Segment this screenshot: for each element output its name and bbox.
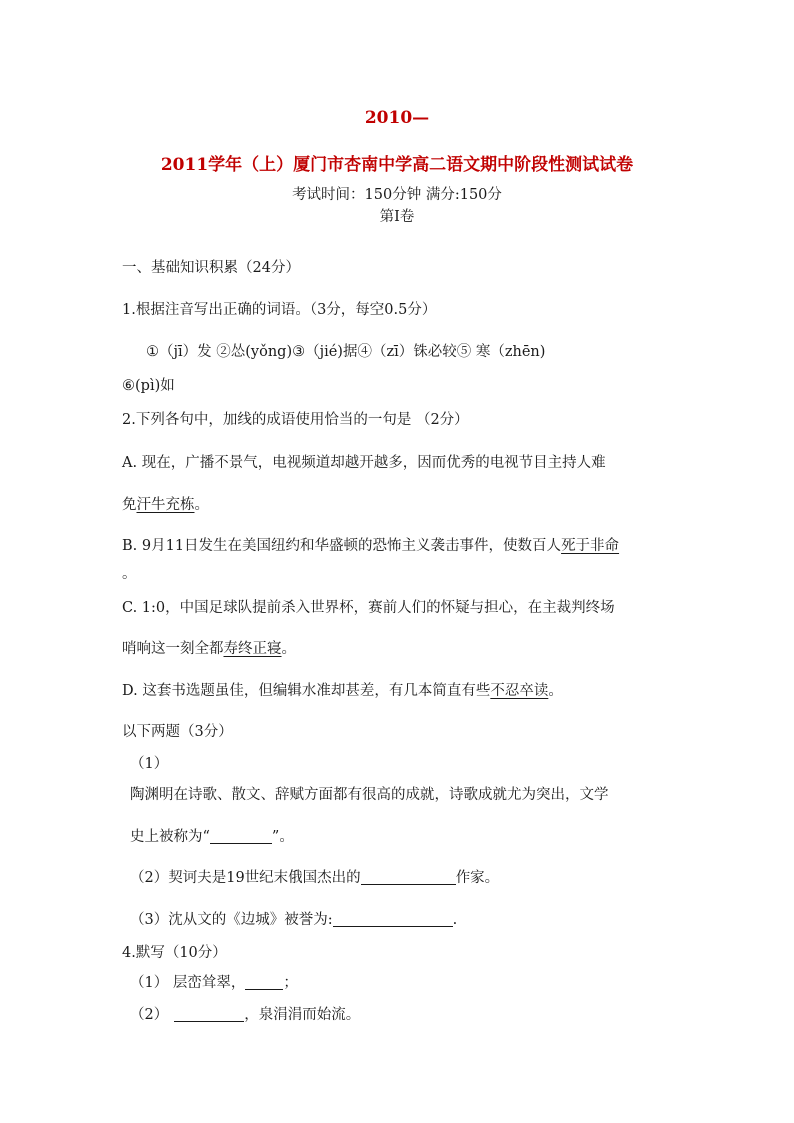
question-4-stem: 4.默写（10分） (122, 945, 227, 961)
question-4-line-1: （1） 层峦耸翠， ； (130, 975, 298, 991)
underlined-idiom-c: 寿终正寝 (223, 641, 282, 657)
question-3-part-3: （3）沈从文的《边城》被誉为: . (130, 912, 458, 928)
option-a: A. 现在，广播不景气，电视频道却越开越多，因而优秀的电视节目主持人难 (122, 455, 606, 471)
answer-blank[interactable] (361, 870, 456, 886)
title-line-1: 2010— (364, 108, 430, 128)
question-2-stem: 2.下列各句中，加线的成语使用恰当的一句是 （2分） (122, 412, 469, 428)
underlined-idiom-a: 汗牛充栋 (136, 497, 195, 513)
answer-blank[interactable] (333, 912, 453, 928)
question-1-items: ①（jī）发 ②怂(yǒng)③（jié)据④（zī）铢必较⑤ 寒（zhēn) (146, 344, 546, 360)
question-3-stem: 以下两题（3分） (122, 724, 233, 740)
option-d: D. 这套书选题虽佳，但编辑水准却甚差，有几本简直有些不忍卒读。 (122, 683, 563, 699)
page-title: 2011学年（上）厦门市杏南中学高二语文期中阶段性测试试卷 (160, 155, 634, 175)
question-1-stem: 1.根据注音写出正确的词语。（3分，每空0.5分） (122, 302, 437, 318)
option-c-cont: 哨响这一刻全都寿终正寝。 (122, 641, 296, 657)
question-1-items-cont: ⑥(pì)如 (122, 378, 175, 394)
underlined-idiom-b: 死于非命 (561, 538, 620, 554)
option-c: C. 1:0，中国足球队提前杀入世界杯，赛前人们的怀疑与担心，在主裁判终场 (122, 600, 615, 616)
question-3-part-2: （2）契诃夫是19世纪末俄国杰出的 作家。 (130, 870, 500, 886)
answer-blank[interactable] (210, 829, 272, 845)
option-b: B. 9月11日发生在美国纽约和华盛顿的恐怖主义袭击事件，使数百人死于非命 (122, 538, 620, 554)
option-a-cont: 免汗牛充栋。 (122, 497, 209, 513)
underlined-idiom-d: 不忍卒读 (490, 683, 549, 699)
question-4-line-2: （2） ，泉涓涓而始流。 (130, 1007, 361, 1023)
answer-blank[interactable] (245, 975, 283, 991)
question-3-part-1-cont: 史上被称为“ ”。 (130, 829, 294, 845)
option-b-end: 。 (122, 566, 137, 582)
question-3-part-1-label: （1） (130, 756, 169, 772)
question-3-part-1: 陶渊明在诗歌、散文、辞赋方面都有很高的成就，诗歌成就尤为突出，文学 (130, 787, 609, 803)
exam-info: 考试时间：150分钟 满分:150分 (292, 187, 502, 203)
volume-label: 第I卷 (379, 209, 415, 225)
answer-blank[interactable] (174, 1007, 244, 1023)
section-heading: 一、基础知识积累（24分） (122, 260, 300, 276)
